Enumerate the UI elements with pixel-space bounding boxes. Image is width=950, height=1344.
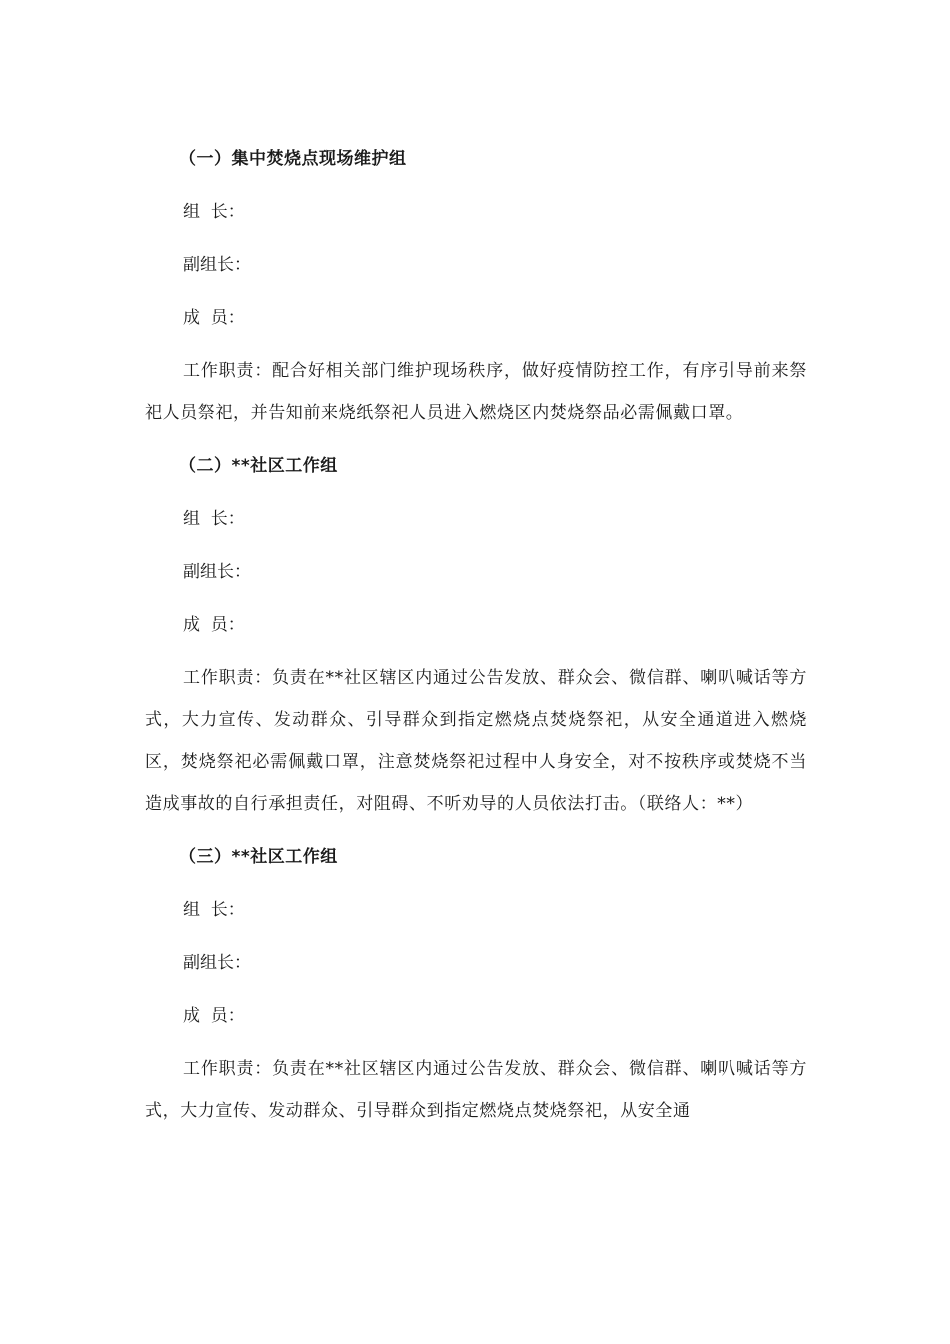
members-label: 成 员： bbox=[183, 308, 245, 328]
section-heading: （三）**社区工作组 bbox=[179, 847, 338, 867]
members-label: 成 员： bbox=[183, 615, 245, 635]
document-page bbox=[145, 138, 807, 1132]
leader-label: 组 长： bbox=[183, 900, 245, 920]
deputy-leader-label: 副组长： bbox=[183, 255, 251, 275]
deputy-leader-label: 副组长： bbox=[183, 953, 251, 973]
leader-label: 组 长： bbox=[183, 509, 245, 529]
duty-paragraph: 工作职责：负责在**社区辖区内通过公告发放、群众会、微信群、喇叭喊话等方式，大力宣传、发动群众、引导群众到指定燃烧点焚烧祭祀，从安全通道进入燃烧区，焚烧祭祀必需佩戴口罩，注意焚烧祭祀过程中人身安全，对不按秩序或焚烧不当造成事故的自行承担责任，对阻碍、不听劝导的人员依法打击。（联络人：**） bbox=[145, 668, 807, 814]
duty-paragraph: 工作职责：负责在**社区辖区内通过公告发放、群众会、微信群、喇叭喊话等方式，大力宣传、发动群众、引导群众到指定燃烧点焚烧祭祀，从安全通 bbox=[145, 1059, 807, 1121]
duty-paragraph: 工作职责：配合好相关部门维护现场秩序，做好疫情防控工作，有序引导前来祭祀人员祭祀，并告知前来烧纸祭祀人员进入燃烧区内焚烧祭品必需佩戴口罩。 bbox=[145, 361, 807, 423]
members-label: 成 员： bbox=[183, 1006, 245, 1026]
deputy-leader-label: 副组长： bbox=[183, 562, 251, 582]
section-heading: （一）集中焚烧点现场维护组 bbox=[179, 149, 407, 169]
section-heading: （二）**社区工作组 bbox=[179, 456, 338, 476]
leader-label: 组 长： bbox=[183, 202, 245, 222]
